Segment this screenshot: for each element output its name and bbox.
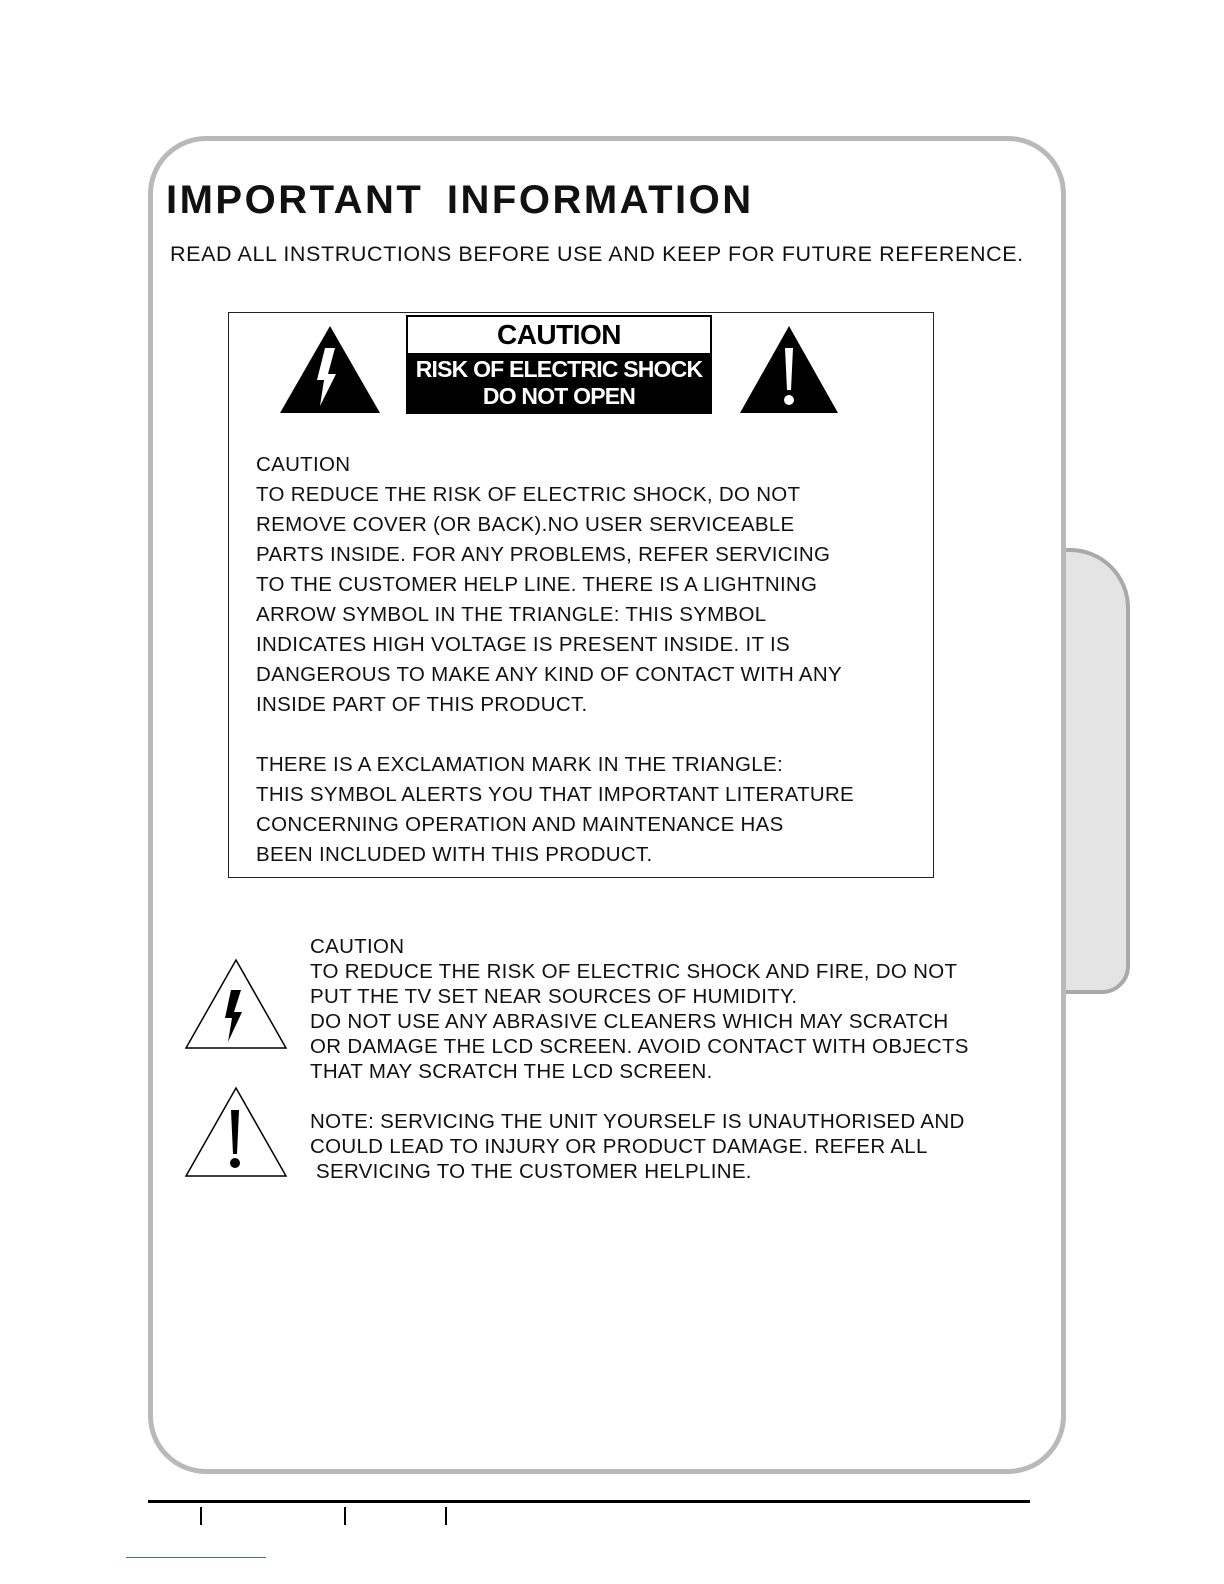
lightning-triangle-icon — [280, 326, 380, 414]
caution-line: PARTS INSIDE. FOR ANY PROBLEMS, REFER SERVICING — [256, 543, 831, 566]
caution-line: ARROW SYMBOL IN THE TRIANGLE: THIS SYMBOL — [256, 603, 767, 626]
note-line: NOTE: SERVICING THE UNIT YOURSELF IS UNAUTHORISED AND — [310, 1110, 965, 1133]
caution-label — [406, 315, 712, 414]
exclamation-line: THIS SYMBOL ALERTS YOU THAT IMPORTANT LITERATURE — [256, 783, 855, 806]
note-line: COULD LEAD TO INJURY OR PRODUCT DAMAGE. REFER ALL — [310, 1135, 928, 1158]
caution-line: REMOVE COVER (OR BACK).NO USER SERVICEABLE — [256, 513, 795, 536]
lower-caution-line: PUT THE TV SET NEAR SOURCES OF HUMIDITY. — [310, 985, 798, 1008]
footer-tick — [445, 1507, 447, 1525]
lower-caution-line: TO REDUCE THE RISK OF ELECTRIC SHOCK AND FIRE, DO NOT — [310, 960, 958, 983]
page-subtitle: READ ALL INSTRUCTIONS BEFORE USE AND KEEP FOR FUTURE REFERENCE. — [170, 242, 1024, 266]
lower-caution-heading: CAUTION — [310, 935, 405, 958]
lightning-outline-triangle-icon — [184, 958, 288, 1050]
note-line: SERVICING TO THE CUSTOMER HELPLINE. — [310, 1160, 752, 1183]
caution-line: TO REDUCE THE RISK OF ELECTRIC SHOCK, DO NOT — [256, 483, 801, 506]
caution-line: DANGEROUS TO MAKE ANY KIND OF CONTACT WITH ANY — [256, 663, 842, 686]
exclamation-line: CONCERNING OPERATION AND MAINTENANCE HAS — [256, 813, 784, 836]
lower-caution-line: DO NOT USE ANY ABRASIVE CLEANERS WHICH MAY SCRATCH — [310, 1010, 949, 1033]
page-title: IMPORTANT INFORMATION — [166, 178, 754, 222]
lower-caution-text — [310, 934, 1070, 1184]
footer-tick — [344, 1507, 346, 1525]
footer-underline — [126, 1557, 266, 1558]
caution-label-line1: RISK OF ELECTRIC SHOCK — [415, 356, 703, 382]
caution-box-text — [256, 450, 926, 870]
lower-caution-line: THAT MAY SCRATCH THE LCD SCREEN. — [310, 1060, 713, 1083]
lower-caution-line: OR DAMAGE THE LCD SCREEN. AVOID CONTACT WITH OBJECTS — [310, 1035, 969, 1058]
caution-label-warning — [408, 353, 710, 412]
footer-rule — [148, 1500, 1030, 1503]
exclamation-triangle-icon — [740, 326, 838, 414]
exclamation-line: BEEN INCLUDED WITH THIS PRODUCT. — [256, 843, 653, 866]
caution-label-title: CAUTION — [408, 317, 710, 353]
caution-label-line2: DO NOT OPEN — [482, 383, 636, 409]
caution-line: TO THE CUSTOMER HELP LINE. THERE IS A LIGHTNING — [256, 573, 818, 596]
footer-tick — [200, 1507, 202, 1525]
exclamation-outline-triangle-icon — [184, 1086, 288, 1178]
exclamation-line: THERE IS A EXCLAMATION MARK IN THE TRIANGLE: — [256, 753, 783, 776]
caution-line: INDICATES HIGH VOLTAGE IS PRESENT INSIDE. IT IS — [256, 633, 790, 656]
caution-heading: CAUTION — [256, 453, 351, 476]
caution-line: INSIDE PART OF THIS PRODUCT. — [256, 693, 588, 716]
